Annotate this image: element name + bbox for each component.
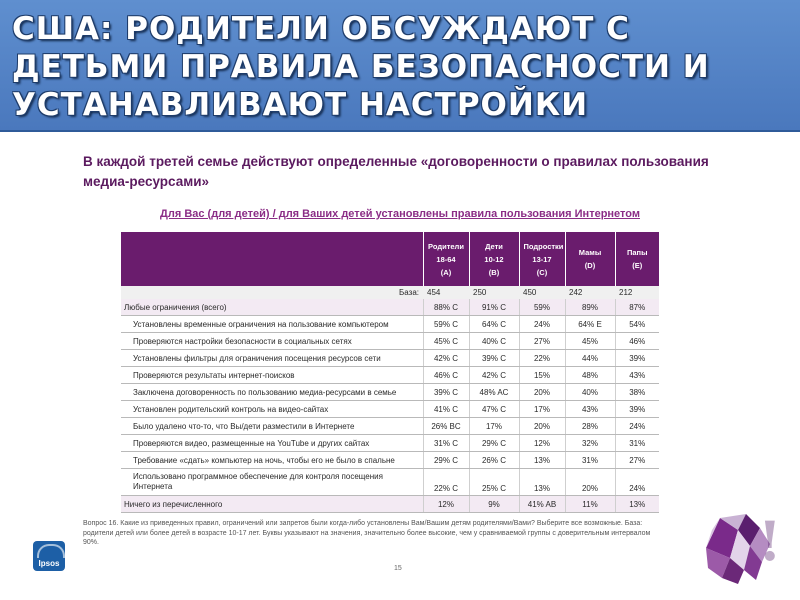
column-header-line: 10-12 [484,254,504,264]
cell-value: 29% C [423,452,469,469]
cell-value: 59% [519,299,565,316]
row-label: Установлены фильтры для ограничения посещения ресурсов сети [121,350,423,367]
footnote: Вопрос 16. Какие из приведенных правил, ограничений или запретов были когда-либо установлены Вам/Вашим детям родителями/Вами? Выберите все возможные. База: родители детей или более детей в возрасте 10-17 лет. Буквы указывают на значения, значительно более высокие, чем у сравниваемой группы с доверительным интервалом 90%. [83,520,651,546]
ipsos-logo [33,541,65,571]
cell-value: 27% [519,333,565,350]
table-row [121,401,659,418]
cell-value: 41% C [423,401,469,418]
row-label: Заключена договоренность по пользованию медиа-ресурсами в семье [121,384,423,401]
row-label: Проверяются видео, размещенные на YouTube и других сайтах [121,435,423,452]
cell-value: 12% [423,496,469,513]
table-title: Для Вас (для детей) / для Ваших детей установлены правила пользования Интернетом [160,208,640,220]
cell-value: 13% [519,469,565,496]
column-header-moms [565,232,615,286]
column-header-line: (B) [488,267,500,277]
ipsos-logo-arc [37,544,65,558]
column-header-parents [423,232,469,286]
cell-value: 24% [615,469,659,496]
cell-value: 40% [565,384,615,401]
cell-value: 27% [615,452,659,469]
base-label: База: [121,286,423,299]
slide-headline: В каждой третей семье действуют определенные «договоренности о правилах пользования медиа-ресурсами» [83,154,709,189]
table-row [121,435,659,452]
cell-value: 64% E [565,316,615,333]
cell-value: 39% [615,401,659,418]
column-header-line: Родители [428,241,464,251]
cell-value: 64% C [469,316,519,333]
row-label: Ничего из перечисленного [121,496,423,513]
cell-value: 13% [519,452,565,469]
cell-value: 15% [519,367,565,384]
table-row [121,469,659,496]
base-value: 242 [565,286,615,299]
cell-value: 17% [519,401,565,418]
cell-value: 45% [565,333,615,350]
cell-value: 45% C [423,333,469,350]
cell-value: 31% C [423,435,469,452]
base-value: 212 [615,286,659,299]
cell-value: 20% [519,418,565,435]
cell-value: 47% C [469,401,519,418]
cell-value: 42% C [423,350,469,367]
column-header-dads [615,232,659,286]
row-label: Проверяются результаты интернет-поисков [121,367,423,384]
row-label: Установлены временные ограничения на пользование компьютером [121,316,423,333]
results-table [121,232,659,513]
header-label-cell [121,232,423,286]
title-banner [0,0,800,132]
slide-title: США: РОДИТЕЛИ ОБСУЖДАЮТ С ДЕТЬМИ ПРАВИЛА БЕЗОПАСНОСТИ И УСТАНАВЛИВАЮТ НАСТРОЙКИ [12,11,710,123]
base-value: 454 [423,286,469,299]
cell-value: 22% C [423,469,469,496]
yahoo-logo [700,508,782,586]
column-header-children [469,232,519,286]
column-header-line: Мамы [578,248,602,257]
ipsos-logo-text: Ipsos [38,559,60,568]
row-label: Установлен родительский контроль на видео-сайтах [121,401,423,418]
cell-value: 46% [615,333,659,350]
cell-value: 91% C [469,299,519,316]
cell-value: 24% [519,316,565,333]
cell-value: 44% [565,350,615,367]
cell-value: 43% [565,401,615,418]
cell-value: 26% BC [423,418,469,435]
column-header-line: Дети [485,241,503,251]
cell-value: 20% [565,469,615,496]
column-header-line: 18-64 [436,254,456,264]
cell-value: 25% C [469,469,519,496]
table-row [121,367,659,384]
column-header-line: (A) [440,267,452,277]
cell-value: 9% [469,496,519,513]
column-header-line: (E) [632,261,643,270]
cell-value: 26% C [469,452,519,469]
row-label: Использовано программное обеспечение для контроля посещения Интернета [121,469,423,496]
cell-value: 41% AB [519,496,565,513]
logo-exclamation: ! [758,509,782,573]
column-header-line: 13-17 [532,254,552,264]
cell-value: 42% C [469,367,519,384]
cell-value: 20% [519,384,565,401]
cell-value: 38% [615,384,659,401]
cell-value: 31% [615,435,659,452]
column-header-teens [519,232,565,286]
base-value: 250 [469,286,519,299]
cell-value: 31% [565,452,615,469]
table-row [121,496,659,513]
cell-value: 39% C [423,384,469,401]
cell-value: 13% [615,496,659,513]
row-label: Проверяются настройки безопасности в социальных сетях [121,333,423,350]
base-value: 450 [519,286,565,299]
table-row [121,384,659,401]
cell-value: 11% [565,496,615,513]
table-row [121,316,659,333]
cell-value: 88% C [423,299,469,316]
cell-value: 22% [519,350,565,367]
cell-value: 48% [565,367,615,384]
cell-value: 24% [615,418,659,435]
column-header-line: (D) [584,261,596,270]
table-row [121,299,659,316]
column-header-line: Папы [627,248,648,257]
cell-value: 48% AC [469,384,519,401]
row-label: Было удалено что-то, что Вы/дети разместили в Интернете [121,418,423,435]
column-header-line: (C) [536,267,548,277]
table-row [121,418,659,435]
page-number: 15 [394,565,402,572]
cell-value: 17% [469,418,519,435]
table-row [121,350,659,367]
cell-value: 39% C [469,350,519,367]
cell-value: 54% [615,316,659,333]
cell-value: 40% C [469,333,519,350]
table-row [121,452,659,469]
column-header-line: Подростки [523,241,564,251]
cell-value: 89% [565,299,615,316]
table-row [121,333,659,350]
cell-value: 32% [565,435,615,452]
cell-value: 59% C [423,316,469,333]
cell-value: 46% C [423,367,469,384]
table-header-row [121,232,659,286]
row-label: Требование «сдать» компьютер на ночь, чтобы его не было в спальне [121,452,423,469]
cell-value: 43% [615,367,659,384]
cell-value: 12% [519,435,565,452]
cell-value: 29% C [469,435,519,452]
cell-value: 39% [615,350,659,367]
cell-value: 28% [565,418,615,435]
base-row [121,286,659,299]
cell-value: 87% [615,299,659,316]
row-label: Любые ограничения (всего) [121,299,423,316]
